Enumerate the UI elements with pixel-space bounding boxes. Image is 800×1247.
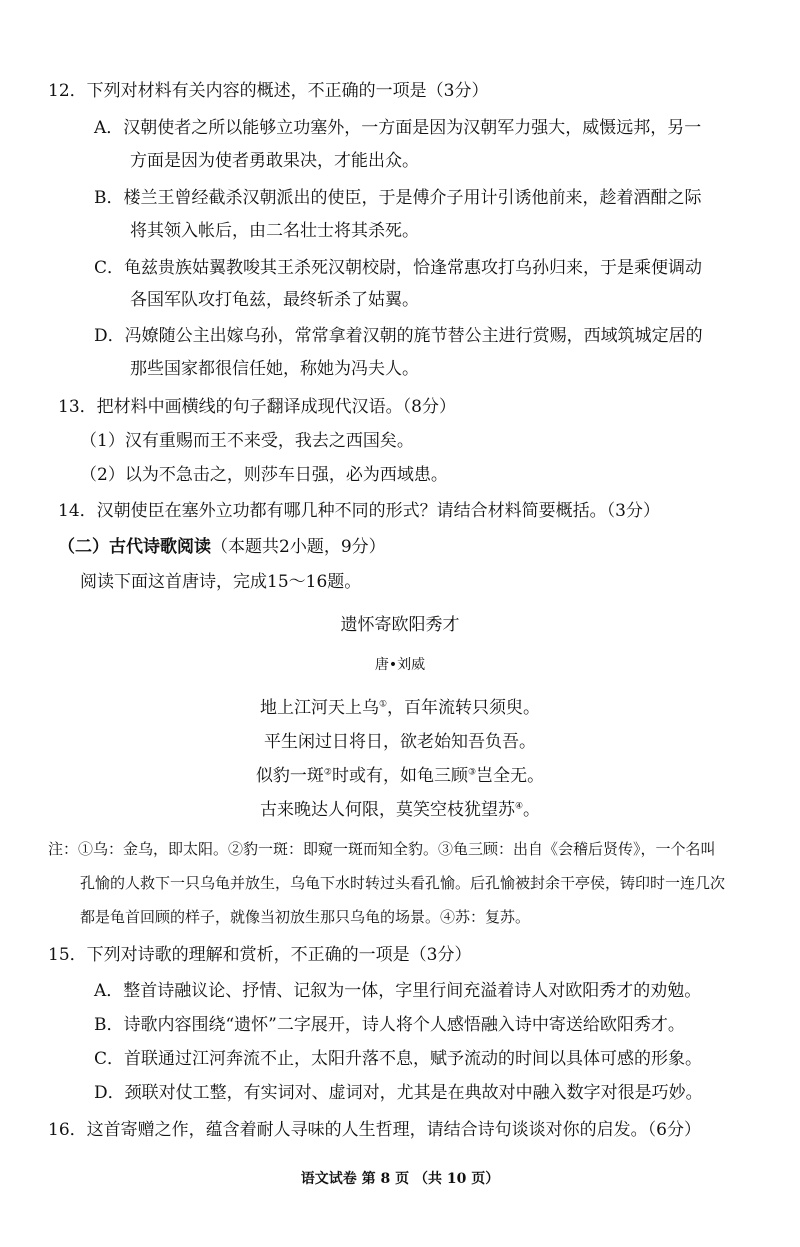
q14-stem: 14．汉朝使臣在塞外立功都有哪几种不同的形式？请结合材料简要概括。（3分） (58, 501, 660, 521)
q12-option-a-line2: 方面是因为使者勇敢果决，才能出众。 (130, 151, 419, 171)
q12-option-b-line1: B．楼兰王曾经截杀汉朝派出的使臣，于是傅介子用计引诱他前来，趁着酒酣之际 (94, 188, 702, 208)
q13-sentence-2: （2）以为不急击之，则莎车日强，必为西域患。 (80, 465, 448, 485)
q12-option-a-line1: A．汉朝使者之所以能够立功塞外，一方面是因为汉朝军力强大，威慑远邦，另一 (94, 118, 702, 138)
notes-line-1: 注：①乌：金乌，即太阳。②豹一斑：即窥一斑而知全豹。③龟三顾：出自《会稽后贤传》，一个名叫 (48, 840, 716, 858)
poem-line-1-a: 地上江河天上乌 (259, 698, 379, 718)
note-marker-2: ② (323, 767, 332, 778)
note-marker-1: ① (378, 699, 388, 710)
page-footer: 语文试卷 第 8 页 （共 10 页） (300, 1171, 500, 1187)
poem-line-4 (0, 799, 800, 821)
poem-author: 唐•刘威 (374, 657, 426, 673)
q15-option-b: B．诗歌内容围绕“遗怀”二字展开，诗人将个人感悟融入诗中寄送给欧阳秀才。 (94, 1015, 685, 1035)
section-note: （本题共2小题，9分） (211, 537, 386, 557)
q13-sentence-1: （1）汉有重赐而王不来受，我去之西国矣。 (80, 431, 414, 451)
section-intro: 阅读下面这首唐诗，完成15～16题。 (80, 572, 362, 592)
poem-line-1 (0, 697, 800, 719)
q12-option-c-line2: 各国军队攻打龟兹，最终斩杀了姑翼。 (130, 290, 419, 310)
q15-option-c: C．首联通过江河奔流不止，太阳升落不息，赋予流动的时间以具体可感的形象。 (94, 1049, 703, 1069)
q12-option-d-line1: D．冯嫽随公主出嫁乌孙，常常拿着汉朝的旄节替公主进行赏赐，西域筑城定居的 (94, 326, 703, 346)
poem-line-3 (0, 765, 800, 787)
section-heading (58, 536, 386, 558)
poem-line-3-b: 时或有，如龟三顾 (332, 766, 468, 786)
poem-line-2: 平生闲过日将日，欲老始知吾负吾。 (264, 732, 536, 752)
note-marker-3: ③ (468, 767, 477, 778)
notes-line-3: 都是龟首回顾的样子，就像当初放生那只乌龟的场景。④苏：复苏。 (80, 908, 531, 926)
poem-line-4-a: 古来晚达人何限，莫笑空枝犹望苏 (259, 800, 515, 820)
q12-option-d-line2: 那些国家都很信任她，称她为冯夫人。 (130, 359, 419, 379)
q16-stem: 16．这首寄赠之作，蕴含着耐人寻味的人生哲理，请结合诗句谈谈对你的启发。（6分） (48, 1120, 701, 1140)
q13-stem: 13．把材料中画横线的句子翻译成现代汉语。（8分） (58, 397, 456, 417)
poem-line-1-b: ，百年流转只须臾。 (387, 698, 541, 718)
q15-option-d: D．颈联对仗工整，有实词对、虚词对，尤其是在典故对中融入数字对很是巧妙。 (94, 1083, 703, 1103)
notes-line-2: 孔愉的人救下一只乌龟并放生，乌龟下水时转过头看孔愉。后孔愉被封余干亭侯，铸印时一连几次 (80, 874, 726, 892)
section-title: （二）古代诗歌阅读 (58, 537, 211, 557)
q12-option-b-line2: 将其领入帐后，由二名壮士将其杀死。 (130, 221, 419, 241)
q12-stem: 12．下列对材料有关内容的概述，不正确的一项是（3分） (48, 81, 489, 101)
note-marker-4: ④ (514, 801, 524, 812)
poem-line-4-b: 。 (523, 800, 541, 820)
q15-option-a: A．整首诗融议论、抒情、记叙为一体，字里行间充溢着诗人对欧阳秀才的劝勉。 (94, 981, 702, 1001)
poem-line-3-a: 似豹一斑 (255, 766, 324, 786)
q12-option-c-line1: C．龟兹贵族姑翼教唆其王杀死汉朝校尉，恰逢常惠攻打乌孙归来，于是乘便调动 (94, 258, 703, 278)
poem-title: 遗怀寄欧阳秀才 (340, 615, 460, 635)
poem-line-3-c: 岂全无。 (476, 766, 545, 786)
q15-stem: 15．下列对诗歌的理解和赏析，不正确的一项是（3分） (48, 945, 472, 965)
